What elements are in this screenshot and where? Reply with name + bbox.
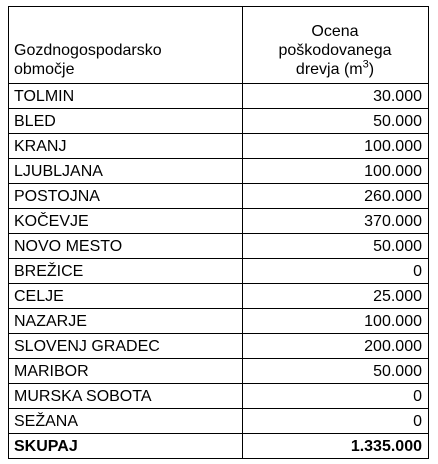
header-value-line3-prefix: drevja (m — [295, 61, 363, 78]
value-cell: 50.000 — [243, 109, 429, 134]
header-value-line3-suffix: ) — [368, 61, 375, 78]
area-cell: MARIBOR — [9, 359, 243, 384]
table-row — [9, 309, 429, 334]
area-cell: SEŽANA — [9, 409, 243, 434]
header-area-line2: območje — [14, 61, 75, 78]
area-cell: KRANJ — [9, 134, 243, 159]
header-row — [9, 7, 429, 84]
area-cell: CELJE — [9, 284, 243, 309]
value-cell: 50.000 — [243, 234, 429, 259]
table-body — [9, 84, 429, 459]
header-area — [9, 7, 243, 84]
area-cell: NOVO MESTO — [9, 234, 243, 259]
total-row — [9, 434, 429, 459]
area-cell: MURSKA SOBOTA — [9, 384, 243, 409]
table-row — [9, 384, 429, 409]
value-cell: 370.000 — [243, 209, 429, 234]
area-cell: KOČEVJE — [9, 209, 243, 234]
table-row — [9, 334, 429, 359]
area-cell: POSTOJNA — [9, 184, 243, 209]
value-cell: 260.000 — [243, 184, 429, 209]
value-cell: 0 — [243, 384, 429, 409]
header-value-unit-exponent: 3 — [362, 58, 369, 71]
header-value-line2: poškodovanega — [278, 42, 392, 59]
table-header — [9, 7, 429, 84]
value-cell: 25.000 — [243, 284, 429, 309]
value-cell: 30.000 — [243, 84, 429, 109]
table-row — [9, 259, 429, 284]
value-cell: 100.000 — [243, 309, 429, 334]
table-row — [9, 359, 429, 384]
header-area-line1: Gozdnogospodarsko — [14, 42, 162, 59]
area-cell: SLOVENJ GRADEC — [9, 334, 243, 359]
area-cell: BLED — [9, 109, 243, 134]
total-value: 1.335.000 — [243, 434, 429, 459]
damage-estimate-table — [8, 6, 429, 459]
value-cell: 0 — [243, 409, 429, 434]
table-row — [9, 234, 429, 259]
value-cell: 50.000 — [243, 359, 429, 384]
area-cell: NAZARJE — [9, 309, 243, 334]
table-row — [9, 84, 429, 109]
header-value — [243, 7, 429, 84]
header-value-line1: Ocena — [311, 23, 359, 40]
table-row — [9, 409, 429, 434]
table-row — [9, 159, 429, 184]
area-cell: LJUBLJANA — [9, 159, 243, 184]
value-cell: 200.000 — [243, 334, 429, 359]
table-row — [9, 209, 429, 234]
table-row — [9, 109, 429, 134]
value-cell: 100.000 — [243, 159, 429, 184]
table-container — [8, 6, 429, 459]
value-cell: 100.000 — [243, 134, 429, 159]
total-label: SKUPAJ — [9, 434, 243, 459]
area-cell: TOLMIN — [9, 84, 243, 109]
value-cell: 0 — [243, 259, 429, 284]
table-row — [9, 284, 429, 309]
table-row — [9, 184, 429, 209]
area-cell: BREŽICE — [9, 259, 243, 284]
table-row — [9, 134, 429, 159]
